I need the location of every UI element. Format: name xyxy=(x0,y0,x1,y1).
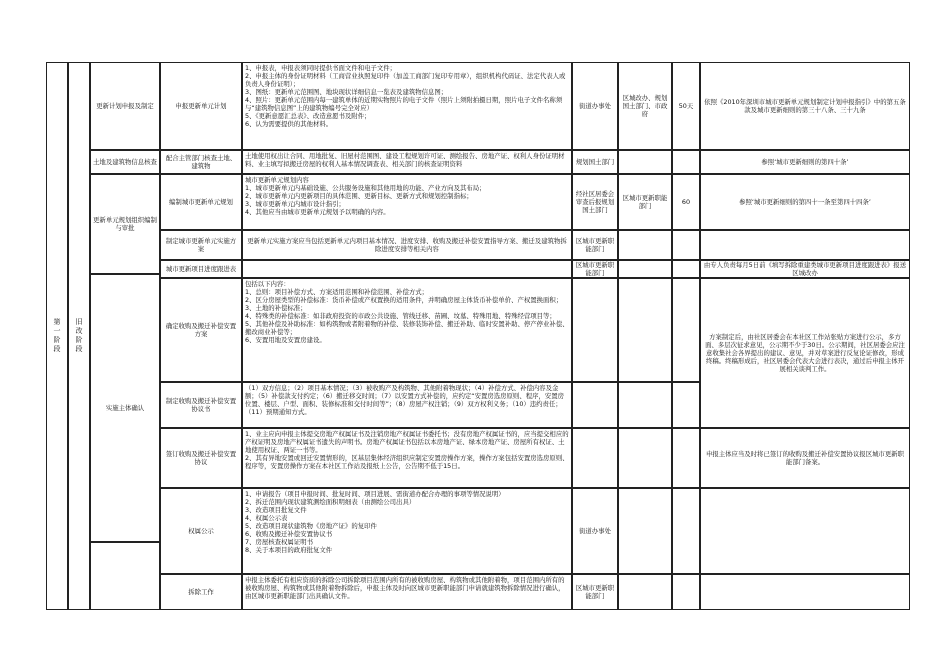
item-label: 配合主管部门核查土地、建筑物 xyxy=(165,154,237,170)
days-cell xyxy=(672,278,700,382)
days-cell xyxy=(672,150,700,174)
item-cell xyxy=(160,260,242,278)
item-label: 制定城市更新单元实施方案 xyxy=(165,237,237,253)
item-label: 确定收购及搬迁补偿安置方案 xyxy=(165,322,237,338)
item-label: 权属公示 xyxy=(188,527,214,535)
item-cell xyxy=(160,382,242,428)
approver-cell xyxy=(618,62,672,150)
phase-label: 旧改阶段 xyxy=(75,318,83,354)
detail-line: 6、安置用地及安置房建设。 xyxy=(245,336,326,344)
basis-cell xyxy=(700,62,910,150)
detail-line: 3、城市更新单元内城市设计指引； xyxy=(245,200,345,208)
detail-cell xyxy=(242,278,572,382)
detail-line: （1）双方信息；（2）项目基本情况；（3）被收购产及构筑物、其他附着物现状；（4）补偿方式、补偿内容及金额；（5）补偿款支付约定；（6）搬迁移交时间；（7）以安置方式补偿的，应约定“安置房选房原则、程序，安置房位置、楼层、户型、面积、装修标准和交付时间等”；（8）房屋产权注销；（9）双方权利义务；（10）违约责任；（11）预期通知方式。 xyxy=(245,384,565,416)
handler-label: 区城市更新职能部门 xyxy=(575,237,615,253)
item-cell xyxy=(160,428,242,488)
group-label: 更新单元规划组织编制与审批 xyxy=(93,216,157,232)
handler-label: 区城市更新职能部门 xyxy=(575,261,615,277)
group-cell xyxy=(90,542,160,610)
basis-text: 依照《2010年深圳市城市更新单元规划制定计划申报指引》中的第五条款及城市更新细则的第三十八条、三十九条 xyxy=(704,98,906,114)
detail-line: 土地使用权出让合同、用地批复、旧屋村范围图、建设工程规划许可证、测绘报告、房地产证、权利人身份证明材料、业主填写拟搬迁房屋的权利人基本情况调查表、相关部门的核查证明资料 xyxy=(245,152,565,168)
item-cell xyxy=(160,278,242,382)
basis-text: 方案制定后，由社区居委会在本社区工作站张贴方案进行公示，多方面、多层次征求意见，公示期不少于30日。公示期间，社区居委会应注意收集社会各界提出的建议、意见，并对草案进行反复论证修改，形成终稿。终稿形成后，社区居委会代表大会进行表决，通过后申报主体开展相关谈判工作。 xyxy=(705,333,905,373)
detail-line: 6、认为需要提供的其他材料。 xyxy=(245,120,333,128)
item-cell xyxy=(160,62,242,150)
item-cell xyxy=(160,174,242,230)
basis-text: 参照‘城市更新细则的第四十条’ xyxy=(761,158,849,166)
handler-cell xyxy=(572,260,618,278)
item-cell xyxy=(160,230,242,260)
basis-cell xyxy=(700,428,910,488)
detail-line: 2、城市更新单元内更新项目的具体范围、更新目标、更新方式和规划控制指标； xyxy=(245,192,473,200)
detail-cell xyxy=(242,382,572,428)
days-value: 60 xyxy=(681,198,691,206)
basis-cell xyxy=(700,278,910,428)
group-cell xyxy=(90,274,160,542)
phase-cell xyxy=(68,62,90,610)
group-cell xyxy=(90,62,160,150)
basis-text: 由专人负责每月5日前《填写拆除重建类城市更新项目进度跟进表》报送区城改办 xyxy=(703,261,907,277)
detail-cell xyxy=(242,428,572,488)
approver-cell xyxy=(618,260,672,278)
detail-line: 4、特殊类的补偿标准：如非政府投资的市政公共设施、管线迁移、苗圃、坟墓、特殊用地、特殊经营项目等； xyxy=(245,312,556,320)
days-cell xyxy=(672,62,700,150)
group-label: 更新计划申报及制定 xyxy=(96,102,154,110)
item-label: 签订收购及搬迁补偿安置协议 xyxy=(165,450,237,466)
detail-line: 8、关于本项目的政府批复文件 xyxy=(245,546,333,554)
handler-cell xyxy=(572,230,618,260)
item-cell xyxy=(160,150,242,174)
detail-line: 包括以下内容： xyxy=(245,280,290,288)
detail-cell xyxy=(242,150,572,174)
approver-cell xyxy=(618,382,672,428)
days-cell xyxy=(672,260,700,278)
group-cell xyxy=(90,150,160,174)
handler-label: 规划国土部门 xyxy=(575,158,615,166)
detail-line: 1、总则：项目补偿方式、方案适用范围和补偿范围、补偿方式； xyxy=(245,288,429,296)
basis-cell xyxy=(700,150,910,174)
detail-line: 更新单元实施方案应当包括更新单元内项目基本情况、进度安排、收购及搬迁补偿安置指导方案、搬迁及建筑物拆除进度安排等相关内容 xyxy=(247,237,567,253)
approver-cell xyxy=(618,278,672,382)
detail-line: 3、土地的补偿标准； xyxy=(245,304,307,312)
detail-line: 4、照片：更新单元范围内每一建筑单体的近期实物照片的电子文件（照片上须附拍摄日期，照片电子文件名称须与“建筑物信息图”上的建筑物编号完全对应） xyxy=(245,96,563,112)
days-cell xyxy=(672,574,700,610)
days-cell xyxy=(672,488,700,574)
item-label: 编制城市更新单元规划 xyxy=(169,198,233,206)
handler-cell xyxy=(572,62,618,150)
approver-label: 区城市更新职能部门 xyxy=(622,194,668,210)
detail-line: 4、权属公示表 xyxy=(245,514,288,522)
item-label: 申报更新单元计划 xyxy=(175,102,227,110)
approver-cell xyxy=(618,488,672,574)
detail-line: 1、业主应向申报主体提交房地产权属证书及注销房地产权属证书委托书；没有房地产权属证书的，应当提交相应的产权证明及房地产权属证书遗失的声明书。房地产权属证书包括以本房地产证、绿本房地产证、房屋所有权证、土地使用权证、两证一书等。 xyxy=(245,430,569,454)
detail-line: 3、改造项目批复文件 xyxy=(245,506,307,514)
basis-cell xyxy=(700,260,910,278)
detail-line: 2、其有异地安置或回迁安置情形的，区基层集体经济组织应制定安置房操作方案，操作方案包括安置房选房原则、程序等，安置房操作方案在本社区工作站及报纸上公告，公告期不低于15日。 xyxy=(245,454,569,470)
detail-line: 1、申请报告（项目申报时间、批复时间、项目进展、需街道办配合办理的事项等情况说明） xyxy=(245,490,505,498)
approver-cell xyxy=(618,230,672,260)
detail-line: 城市更新单元规划内容 xyxy=(245,176,309,184)
days-cell xyxy=(672,382,700,428)
handler-cell xyxy=(572,278,618,382)
detail-line: 1、城市更新单元内基础设施、公共服务设施和其他用地的功能、产业方向及其布局； xyxy=(245,184,486,192)
approver-cell xyxy=(618,174,672,230)
item-label: 城市更新项目进度跟进表 xyxy=(165,265,237,273)
detail-line: 6、收购及搬迁补偿安置协议书 xyxy=(245,530,333,538)
stage-label: 第一阶段 xyxy=(53,318,61,354)
item-label: 拆除工作 xyxy=(188,588,214,596)
detail-line: 2、拆迁范围内现状建筑测绘面积明细表（由测绘公司出具） xyxy=(245,498,416,506)
days-value: 50天 xyxy=(678,102,694,110)
detail-line: 1、申报表，申报表须同时提供书面文件和电子文件； xyxy=(245,64,397,72)
days-cell xyxy=(672,230,700,260)
basis-text: 申报主体应当及时将已签订的收购及搬迁补偿安置协议报区城市更新职能部门备案。 xyxy=(705,450,905,466)
detail-line: 4、其他应当由城市更新单元规划予以明确的内容。 xyxy=(245,208,390,216)
detail-cell xyxy=(242,260,572,278)
basis-cell xyxy=(700,488,910,574)
detail-cell xyxy=(242,62,572,150)
item-label: 制定收购及搬迁补偿安置协议书 xyxy=(165,397,237,413)
basis-text: 参照‘城市更新细则的第四十一条至第四十四条’ xyxy=(739,198,871,206)
detail-line: 3、图纸：更新单元范围图、地块现状详细信息一览表及建筑物信息图； xyxy=(245,88,448,96)
days-cell xyxy=(672,428,700,488)
stage-cell xyxy=(46,62,68,610)
approver-cell xyxy=(618,574,672,610)
group-label: 实施主体确认 xyxy=(105,404,145,412)
days-cell xyxy=(672,174,700,230)
handler-cell xyxy=(572,150,618,174)
handler-cell xyxy=(572,428,618,488)
detail-line: 5、其他补偿及补助标准：如构筑物或者附着物的补偿、装修装饰补偿、搬迁补助、临时安置补助、停产停业补偿、搬改商业补偿等； xyxy=(245,320,569,336)
handler-label: 街道办事处 xyxy=(579,102,611,110)
detail-cell xyxy=(242,230,572,260)
item-cell xyxy=(160,488,242,574)
handler-label: 经社区居委会审查后报规划国土部门 xyxy=(575,190,615,214)
detail-cell xyxy=(242,174,572,230)
handler-cell xyxy=(572,174,618,230)
handler-cell xyxy=(572,488,618,574)
basis-cell xyxy=(700,574,910,610)
detail-line: 2、区分房屋类型的补偿标准：货币补偿或产权置换的适用条件，并明确房屋主体货币补偿单价、产权置换面积； xyxy=(245,296,563,304)
detail-cell xyxy=(242,488,572,574)
handler-label: 街道办事处 xyxy=(579,527,611,535)
detail-line: 5、《更新意愿汇总表》、改造意愿书及附件； xyxy=(245,112,371,120)
detail-line: 申报主体委托有相应资质的拆除公司拆除项目范围内所有的被收购房屋、构筑物或其他附着物，项目范围内所有的被收购房屋、构筑物或其他附着物拆除后，申报主体及时向区城市更新职能部门申请就建筑物拆除情况进行确认，由区城市更新职能部门出具确认文件。 xyxy=(245,576,565,600)
group-cell xyxy=(90,174,160,274)
detail-line: 5、改造项目现状建筑物《房地产证》的复印件 xyxy=(245,522,377,530)
detail-cell xyxy=(242,574,572,610)
basis-cell xyxy=(700,230,910,260)
group-label: 土地及建筑物信息核查 xyxy=(93,158,157,166)
detail-line: 7、房屋核查权属证明书 xyxy=(245,538,313,546)
handler-cell xyxy=(572,574,618,610)
approver-cell xyxy=(618,150,672,174)
basis-cell xyxy=(700,174,910,230)
approver-cell xyxy=(618,428,672,488)
handler-cell xyxy=(572,382,618,428)
handler-label: 区城市更新职能部门 xyxy=(575,584,615,600)
process-table xyxy=(46,62,910,610)
approver-label: 区城改办、规划国土部门、市政府 xyxy=(622,94,668,118)
item-cell xyxy=(160,574,242,610)
detail-line: 2、申报主体的身份证明材料（工商营业执照复印件（加盖工商部门复印专用章），组织机构代码证、法定代表人或负责人身份证明）； xyxy=(245,72,566,88)
